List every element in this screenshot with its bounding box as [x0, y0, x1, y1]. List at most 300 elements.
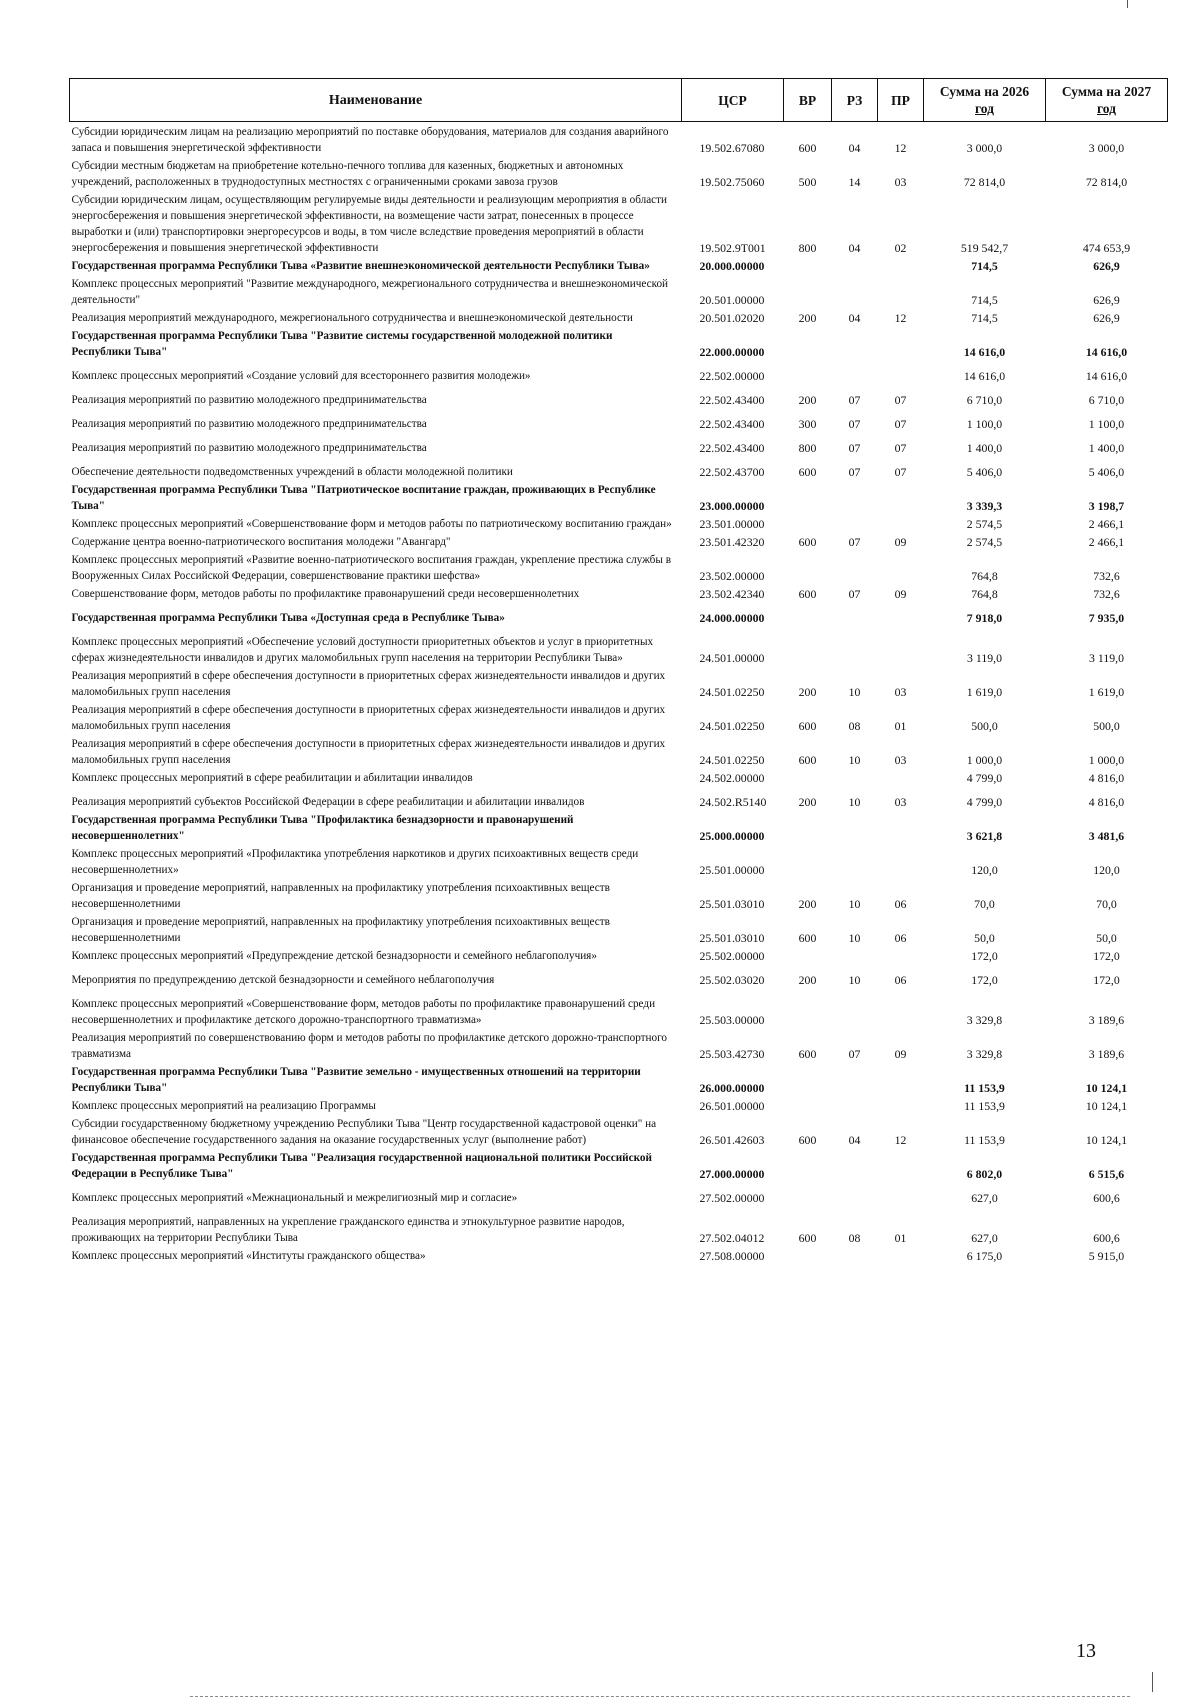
row-name: Мероприятия по предупреждению детской безнадзорности и семейного неблагополучия: [71, 974, 495, 986]
row-sum-2026: 627,0: [971, 1191, 998, 1205]
row-sum-2027: 3 189,6: [1088, 1013, 1125, 1027]
row-name: Реализация мероприятий по развитию молодежного предпринимательства: [71, 394, 427, 406]
row-name: Государственная программа Республики Тыва "Патриотическое воспитание граждан, проживающих в Республике Тыва": [71, 484, 656, 512]
row-sum-2026: 500,0: [971, 719, 998, 733]
row-sum-2027: 14 616,0: [1085, 369, 1128, 383]
row-name: Комплекс процессных мероприятий «Предупреждение детской безнадзорности и семейного неблагополучия»: [71, 950, 597, 962]
row-name: Субсидии юридическим лицам на реализацию мероприятий по поставке оборудования, материалов для создания аварийного запаса и повышения энергетической эффективности: [71, 126, 669, 154]
row-vr: [784, 256, 832, 274]
row-sum-2026: 11 153,9: [964, 1081, 1005, 1095]
row-vr: 600: [798, 465, 817, 479]
row-vr: 200: [798, 685, 817, 699]
scan-mark: [1152, 1672, 1153, 1692]
header-sum-2026-line1: Сумма на 2026: [939, 84, 1030, 99]
row-pr: 03: [894, 753, 907, 767]
row-sum-2026: 627,0: [971, 1231, 998, 1245]
row-pr: [878, 326, 924, 360]
row-rz: 08: [848, 1231, 861, 1245]
row-csr: 23.000.00000: [699, 499, 765, 513]
row-csr: 23.502.00000: [699, 569, 765, 583]
row-name: Организация и проведение мероприятий, направленных на профилактику употребления психоактивных веществ несовершеннолетними: [71, 882, 610, 910]
row-vr: [784, 988, 832, 1028]
row-vr: 600: [798, 1133, 817, 1147]
row-vr: 600: [798, 587, 817, 601]
row-rz: [832, 360, 878, 384]
table-row: [70, 360, 1168, 384]
row-name: Реализация мероприятий по развитию молодежного предпринимательства: [71, 418, 427, 430]
row-pr: 06: [894, 931, 907, 945]
row-sum-2026: 2 574,5: [966, 517, 1003, 531]
row-name: Комплекс процессных мероприятий «Профилактика употребления наркотиков и других психоактивных веществ среди несовершеннолетних»: [71, 848, 639, 876]
row-pr: 06: [894, 897, 907, 911]
row-csr: 20.000.00000: [699, 259, 765, 273]
row-name: Совершенствование форм, методов работы по профилактике правонарушений среди несовершеннолетних: [71, 588, 580, 600]
row-sum-2027: 120,0: [1093, 863, 1120, 877]
row-pr: 09: [894, 535, 907, 549]
table-row: [70, 1206, 1168, 1246]
row-name: Обеспечение деятельности подведомственных учреждений в области молодежной политики: [71, 466, 513, 478]
row-pr: 07: [894, 441, 907, 455]
table-row: [70, 1062, 1168, 1096]
row-rz: [832, 768, 878, 786]
header-name: Наименование: [70, 79, 682, 122]
row-vr: 600: [798, 753, 817, 767]
row-sum-2027: 72 814,0: [1085, 175, 1128, 189]
table-row: [70, 122, 1168, 157]
row-csr: 27.000.00000: [699, 1167, 765, 1181]
row-rz: 07: [848, 1047, 861, 1061]
row-sum-2027: 3 000,0: [1088, 141, 1125, 155]
row-rz: [832, 946, 878, 964]
row-rz: 07: [848, 587, 861, 601]
row-pr: [878, 768, 924, 786]
row-vr: [784, 514, 832, 532]
row-csr: 25.501.03010: [699, 931, 765, 945]
row-pr: [878, 988, 924, 1028]
header-csr: ЦСР: [682, 79, 784, 122]
row-pr: [878, 844, 924, 878]
row-sum-2027: 626,9: [1093, 293, 1120, 307]
row-sum-2027: 1 619,0: [1088, 685, 1125, 699]
row-rz: [832, 1062, 878, 1096]
row-name: Государственная программа Республики Тыва «Доступная среда в Республике Тыва»: [71, 612, 505, 624]
table-row: [70, 786, 1168, 810]
row-sum-2027: 172,0: [1093, 973, 1120, 987]
row-sum-2027: 10 124,1: [1085, 1133, 1128, 1147]
row-rz: [832, 1182, 878, 1206]
row-name: Комплекс процессных мероприятий «Развитие военно-патриотического воспитания граждан, укрепление престижа службы в Вооруженных Силах Российской Федерации, совершенствование практики шефства»: [71, 554, 671, 582]
scan-edge: [190, 1696, 1130, 1697]
row-rz: 04: [848, 241, 861, 255]
row-sum-2026: 11 153,9: [964, 1099, 1005, 1113]
row-sum-2026: 70,0: [974, 897, 995, 911]
row-rz: [832, 274, 878, 308]
row-sum-2026: 714,5: [971, 259, 998, 273]
row-csr: 26.501.00000: [699, 1099, 765, 1113]
row-pr: [878, 602, 924, 626]
row-name: Комплекс процессных мероприятий на реализацию Программы: [71, 1100, 376, 1112]
row-sum-2026: 72 814,0: [963, 175, 1006, 189]
row-pr: 02: [894, 241, 907, 255]
row-vr: 200: [798, 795, 817, 809]
row-vr: 600: [798, 931, 817, 945]
row-csr: 24.502.R5140: [699, 795, 767, 809]
row-name: Комплекс процессных мероприятий «Совершенствование форм, методов работы по профилактике правонарушений среди несовершеннолетних и профилактике детского дорожно-транспортного травматизма»: [71, 998, 656, 1026]
row-rz: [832, 626, 878, 666]
row-vr: [784, 768, 832, 786]
row-rz: [832, 480, 878, 514]
row-rz: [832, 514, 878, 532]
row-name: Субсидии юридическим лицам, осуществляющим регулируемые виды деятельности и реализующим мероприятия в области энергосбережения и повышения энергетической эффективности, на возмещение части затрат, понесенных в процессе выработки и (или) транспортировки энергоресурсов и воды, в том числе вследствие проведения мероприятий в области энергосбережения и повышения энергетической эффективности: [71, 194, 668, 254]
row-sum-2026: 11 153,9: [964, 1133, 1005, 1147]
row-sum-2027: 5 915,0: [1088, 1249, 1125, 1263]
row-pr: 07: [894, 465, 907, 479]
row-vr: [784, 602, 832, 626]
table-body: [70, 122, 1168, 1265]
row-rz: 07: [848, 465, 861, 479]
header-vr: ВР: [784, 79, 832, 122]
row-name: Субсидии государственному бюджетному учреждению Республики Тыва "Центр государственной кадастровой оценки" на финансовое обеспечение государственного задания на оказание государственных услуг (выполнение работ): [71, 1118, 657, 1146]
row-vr: 200: [798, 311, 817, 325]
row-sum-2026: 5 406,0: [966, 465, 1003, 479]
table-row: [70, 810, 1168, 844]
row-rz: [832, 1148, 878, 1182]
row-vr: [784, 946, 832, 964]
row-pr: [878, 946, 924, 964]
row-rz: 04: [848, 311, 861, 325]
row-vr: [784, 626, 832, 666]
row-rz: [832, 326, 878, 360]
header-sum-2027: [1046, 79, 1168, 122]
table-row: [70, 274, 1168, 308]
row-vr: 600: [798, 1047, 817, 1061]
row-pr: [878, 514, 924, 532]
row-vr: [784, 1246, 832, 1264]
row-vr: [784, 360, 832, 384]
row-csr: 19.502.75060: [699, 175, 765, 189]
row-name: Реализация мероприятий по совершенствованию форм и методов работы по профилактике детского дорожно-транспортного травматизма: [71, 1032, 668, 1060]
row-sum-2026: 764,8: [971, 569, 998, 583]
row-sum-2027: 4 816,0: [1088, 771, 1125, 785]
row-vr: [784, 550, 832, 584]
row-csr: 27.502.00000: [699, 1191, 765, 1205]
row-vr: [784, 1062, 832, 1096]
row-sum-2027: 2 466,1: [1088, 535, 1125, 549]
row-csr: 26.000.00000: [699, 1081, 765, 1095]
table-row: [70, 326, 1168, 360]
row-sum-2026: 6 802,0: [966, 1167, 1003, 1181]
row-sum-2027: 4 816,0: [1088, 795, 1125, 809]
table-row: [70, 190, 1168, 256]
table-row: [70, 550, 1168, 584]
row-sum-2026: 4 799,0: [966, 795, 1003, 809]
row-sum-2026: 50,0: [974, 931, 995, 945]
table-row: [70, 1114, 1168, 1148]
row-sum-2027: 6 710,0: [1088, 393, 1125, 407]
row-rz: 14: [848, 175, 861, 189]
row-name: Государственная программа Республики Тыва "Профилактика безнадзорности и правонарушений несовершеннолетних": [71, 814, 574, 842]
row-vr: [784, 1096, 832, 1114]
row-sum-2027: 500,0: [1093, 719, 1120, 733]
row-name: Комплекс процессных мероприятий «Создание условий для всестороннего развития молодежи»: [71, 370, 531, 382]
row-vr: [784, 274, 832, 308]
row-pr: 12: [894, 141, 907, 155]
row-name: Комплекс процессных мероприятий "Развитие международного, межрегионального сотрудничества и внешнеэкономической деятельности": [71, 278, 669, 306]
row-csr: 19.502.9T001: [699, 241, 766, 255]
row-sum-2026: 6 710,0: [966, 393, 1003, 407]
row-pr: [878, 360, 924, 384]
row-rz: 08: [848, 719, 861, 733]
table-row: [70, 532, 1168, 550]
row-csr: 25.502.03020: [699, 973, 765, 987]
row-sum-2027: 70,0: [1096, 897, 1117, 911]
row-name: Реализация мероприятий в сфере обеспечения доступности в приоритетных сферах жизнедеятельности инвалидов и других маломобильных групп населения: [71, 704, 666, 732]
row-rz: 07: [848, 535, 861, 549]
row-rz: 10: [848, 753, 861, 767]
table-row: [70, 734, 1168, 768]
row-rz: [832, 1246, 878, 1264]
row-vr: 600: [798, 535, 817, 549]
row-pr: [878, 274, 924, 308]
row-csr: 22.502.43400: [699, 441, 765, 455]
table-row: [70, 156, 1168, 190]
row-sum-2027: 3 189,6: [1088, 1047, 1125, 1061]
row-csr: 23.502.42340: [699, 587, 765, 601]
row-vr: [784, 844, 832, 878]
row-csr: 22.502.00000: [699, 369, 765, 383]
row-sum-2027: 7 935,0: [1088, 611, 1125, 625]
row-sum-2026: 519 542,7: [960, 241, 1009, 255]
table-row: [70, 1246, 1168, 1264]
row-csr: 22.502.43400: [699, 393, 765, 407]
row-pr: 12: [894, 311, 907, 325]
table-row: [70, 514, 1168, 532]
row-sum-2027: 626,9: [1093, 311, 1120, 325]
row-pr: [878, 480, 924, 514]
row-pr: [878, 1246, 924, 1264]
row-sum-2026: 1 000,0: [966, 753, 1003, 767]
row-csr: 24.501.02250: [699, 685, 765, 699]
row-sum-2027: 10 124,1: [1085, 1081, 1128, 1095]
row-name: Государственная программа Республики Тыва "Развитие земельно - имущественных отношений на территории Республики Тыва": [71, 1066, 641, 1094]
row-pr: [878, 1062, 924, 1096]
row-pr: [878, 1096, 924, 1114]
row-sum-2026: 172,0: [971, 949, 998, 963]
row-sum-2026: 6 175,0: [966, 1249, 1003, 1263]
table-row: [70, 964, 1168, 988]
row-rz: 07: [848, 393, 861, 407]
row-vr: 600: [798, 141, 817, 155]
row-csr: 20.501.02020: [699, 311, 765, 325]
row-vr: 200: [798, 393, 817, 407]
header-sum-2027-line1: Сумма на 2027: [1061, 84, 1152, 99]
header-sum-2027-line2: год: [1097, 101, 1116, 116]
row-sum-2027: 3 119,0: [1089, 651, 1124, 665]
row-csr: 23.501.00000: [699, 517, 765, 531]
row-name: Реализация мероприятий международного, межрегионального сотрудничества и внешнеэкономической деятельности: [71, 312, 633, 324]
table-row: [70, 946, 1168, 964]
row-vr: [784, 480, 832, 514]
table-row: [70, 844, 1168, 878]
row-sum-2027: 3 481,6: [1088, 829, 1125, 843]
row-csr: 25.501.00000: [699, 863, 765, 877]
row-rz: [832, 810, 878, 844]
row-vr: [784, 810, 832, 844]
row-sum-2026: 764,8: [971, 587, 998, 601]
table-row: [70, 1028, 1168, 1062]
row-csr: 24.501.02250: [699, 719, 765, 733]
row-sum-2026: 4 799,0: [966, 771, 1003, 785]
row-sum-2027: 1 400,0: [1088, 441, 1125, 455]
table-row: [70, 432, 1168, 456]
table-row: [70, 666, 1168, 700]
row-name: Комплекс процессных мероприятий в сфере реабилитации и абилитации инвалидов: [71, 772, 473, 784]
row-rz: [832, 988, 878, 1028]
row-name: Субсидии местным бюджетам на приобретение котельно-печного топлива для казенных, бюджетных и автономных учреждений, расположенных в труднодоступных местностях с ограниченными сроками завоза грузов: [71, 160, 624, 188]
row-sum-2027: 172,0: [1093, 949, 1120, 963]
row-sum-2027: 2 466,1: [1088, 517, 1125, 531]
row-sum-2027: 5 406,0: [1088, 465, 1125, 479]
row-rz: 04: [848, 1133, 861, 1147]
table-row: [70, 1096, 1168, 1114]
row-vr: [784, 1182, 832, 1206]
table-header: [70, 79, 1168, 122]
row-sum-2026: 14 616,0: [963, 345, 1006, 359]
row-name: Организация и проведение мероприятий, направленных на профилактику употребления психоактивных веществ несовершеннолетними: [71, 916, 610, 944]
row-csr: 24.502.00000: [699, 771, 765, 785]
row-name: Реализация мероприятий в сфере обеспечения доступности в приоритетных сферах жизнедеятельности инвалидов и других маломобильных групп населения: [71, 738, 666, 766]
table-row: [70, 1148, 1168, 1182]
row-rz: 10: [848, 685, 861, 699]
table-row: [70, 408, 1168, 432]
row-pr: 07: [894, 393, 907, 407]
row-pr: 03: [894, 175, 907, 189]
row-name: Содержание центра военно-патриотического воспитания молодежи "Авангард": [71, 536, 451, 548]
row-csr: 22.502.43400: [699, 417, 765, 431]
row-vr: 200: [798, 897, 817, 911]
row-csr: 24.501.00000: [699, 651, 765, 665]
row-sum-2026: 3 000,0: [966, 141, 1003, 155]
row-sum-2027: 1 000,0: [1088, 753, 1125, 767]
row-sum-2027: 474 653,9: [1082, 241, 1131, 255]
row-pr: [878, 550, 924, 584]
row-sum-2026: 3 329,8: [966, 1013, 1003, 1027]
row-rz: [832, 844, 878, 878]
table-row: [70, 1182, 1168, 1206]
row-csr: 24.501.02250: [699, 753, 765, 767]
row-sum-2026: 3 339,3: [966, 499, 1003, 513]
row-rz: 10: [848, 795, 861, 809]
row-sum-2027: 14 616,0: [1085, 345, 1128, 359]
row-sum-2027: 732,6: [1093, 569, 1120, 583]
row-sum-2026: 120,0: [971, 863, 998, 877]
row-vr: 800: [798, 441, 817, 455]
row-sum-2026: 714,5: [971, 293, 998, 307]
row-csr: 25.503.00000: [699, 1013, 765, 1027]
row-sum-2026: 1 619,0: [966, 685, 1003, 699]
row-sum-2027: 10 124,1: [1085, 1099, 1128, 1113]
row-csr: 25.501.03010: [699, 897, 765, 911]
row-sum-2027: 50,0: [1096, 931, 1117, 945]
row-name: Комплекс процессных мероприятий «Совершенствование форм и методов работы по патриотическому воспитанию граждан»: [71, 518, 672, 530]
row-sum-2026: 3 621,8: [966, 829, 1003, 843]
scan-mark: [1127, 0, 1128, 8]
row-rz: 07: [848, 417, 861, 431]
row-sum-2026: 3 119,0: [967, 651, 1002, 665]
row-csr: 20.501.00000: [699, 293, 765, 307]
row-rz: [832, 602, 878, 626]
row-rz: [832, 550, 878, 584]
row-pr: 06: [894, 973, 907, 987]
row-pr: 09: [894, 587, 907, 601]
row-sum-2027: 732,6: [1093, 587, 1120, 601]
row-csr: 25.000.00000: [699, 829, 765, 843]
row-sum-2026: 14 616,0: [963, 369, 1006, 383]
row-pr: [878, 810, 924, 844]
header-pr: ПР: [878, 79, 924, 122]
row-vr: 800: [798, 241, 817, 255]
row-csr: 22.502.43700: [699, 465, 765, 479]
row-name: Реализация мероприятий в сфере обеспечения доступности в приоритетных сферах жизнедеятельности инвалидов и других маломобильных групп населения: [71, 670, 666, 698]
header-rz: РЗ: [832, 79, 878, 122]
row-sum-2027: 1 100,0: [1088, 417, 1125, 431]
table-row: [70, 988, 1168, 1028]
row-pr: 01: [894, 719, 907, 733]
row-vr: [784, 326, 832, 360]
row-rz: [832, 1096, 878, 1114]
table-row: [70, 256, 1168, 274]
row-name: Комплекс процессных мероприятий «Обеспечение условий доступности приоритетных объектов и услуг в приоритетных сферах жизнедеятельности инвалидов и других маломобильных групп населения на территории Республики Тыва»: [71, 636, 654, 664]
row-sum-2027: 3 198,7: [1088, 499, 1125, 513]
row-rz: 10: [848, 931, 861, 945]
row-sum-2027: 6 515,6: [1088, 1167, 1125, 1181]
row-sum-2027: 600,6: [1093, 1191, 1120, 1205]
row-rz: 10: [848, 897, 861, 911]
table-row: [70, 768, 1168, 786]
row-pr: [878, 1148, 924, 1182]
row-csr: 25.502.00000: [699, 949, 765, 963]
row-name: Реализация мероприятий по развитию молодежного предпринимательства: [71, 442, 427, 454]
row-name: Реализация мероприятий субъектов Российской Федерации в сфере реабилитации и абилитации инвалидов: [71, 796, 585, 808]
budget-table: [69, 78, 1168, 1264]
row-csr: 24.000.00000: [699, 611, 765, 625]
row-pr: 09: [894, 1047, 907, 1061]
row-vr: 500: [798, 175, 817, 189]
row-csr: 23.501.42320: [699, 535, 765, 549]
row-csr: 27.508.00000: [699, 1249, 765, 1263]
table-row: [70, 700, 1168, 734]
table-row: [70, 878, 1168, 912]
row-csr: 22.000.00000: [699, 345, 765, 359]
row-pr: 03: [894, 795, 907, 809]
row-sum-2026: 1 100,0: [966, 417, 1003, 431]
table-row: [70, 480, 1168, 514]
page-number: 13: [1076, 1640, 1096, 1662]
table-row: [70, 384, 1168, 408]
row-pr: 07: [894, 417, 907, 431]
row-vr: 600: [798, 1231, 817, 1245]
row-sum-2027: 600,6: [1093, 1231, 1120, 1245]
row-rz: [832, 256, 878, 274]
row-name: Государственная программа Республики Тыва «Развитие внешнеэкономической деятельности Республики Тыва»: [71, 260, 650, 272]
row-sum-2026: 3 329,8: [966, 1047, 1003, 1061]
table-row: [70, 584, 1168, 602]
row-sum-2026: 7 918,0: [966, 611, 1003, 625]
row-vr: [784, 1148, 832, 1182]
row-csr: 26.501.42603: [699, 1133, 765, 1147]
row-sum-2026: 172,0: [971, 973, 998, 987]
row-pr: [878, 626, 924, 666]
